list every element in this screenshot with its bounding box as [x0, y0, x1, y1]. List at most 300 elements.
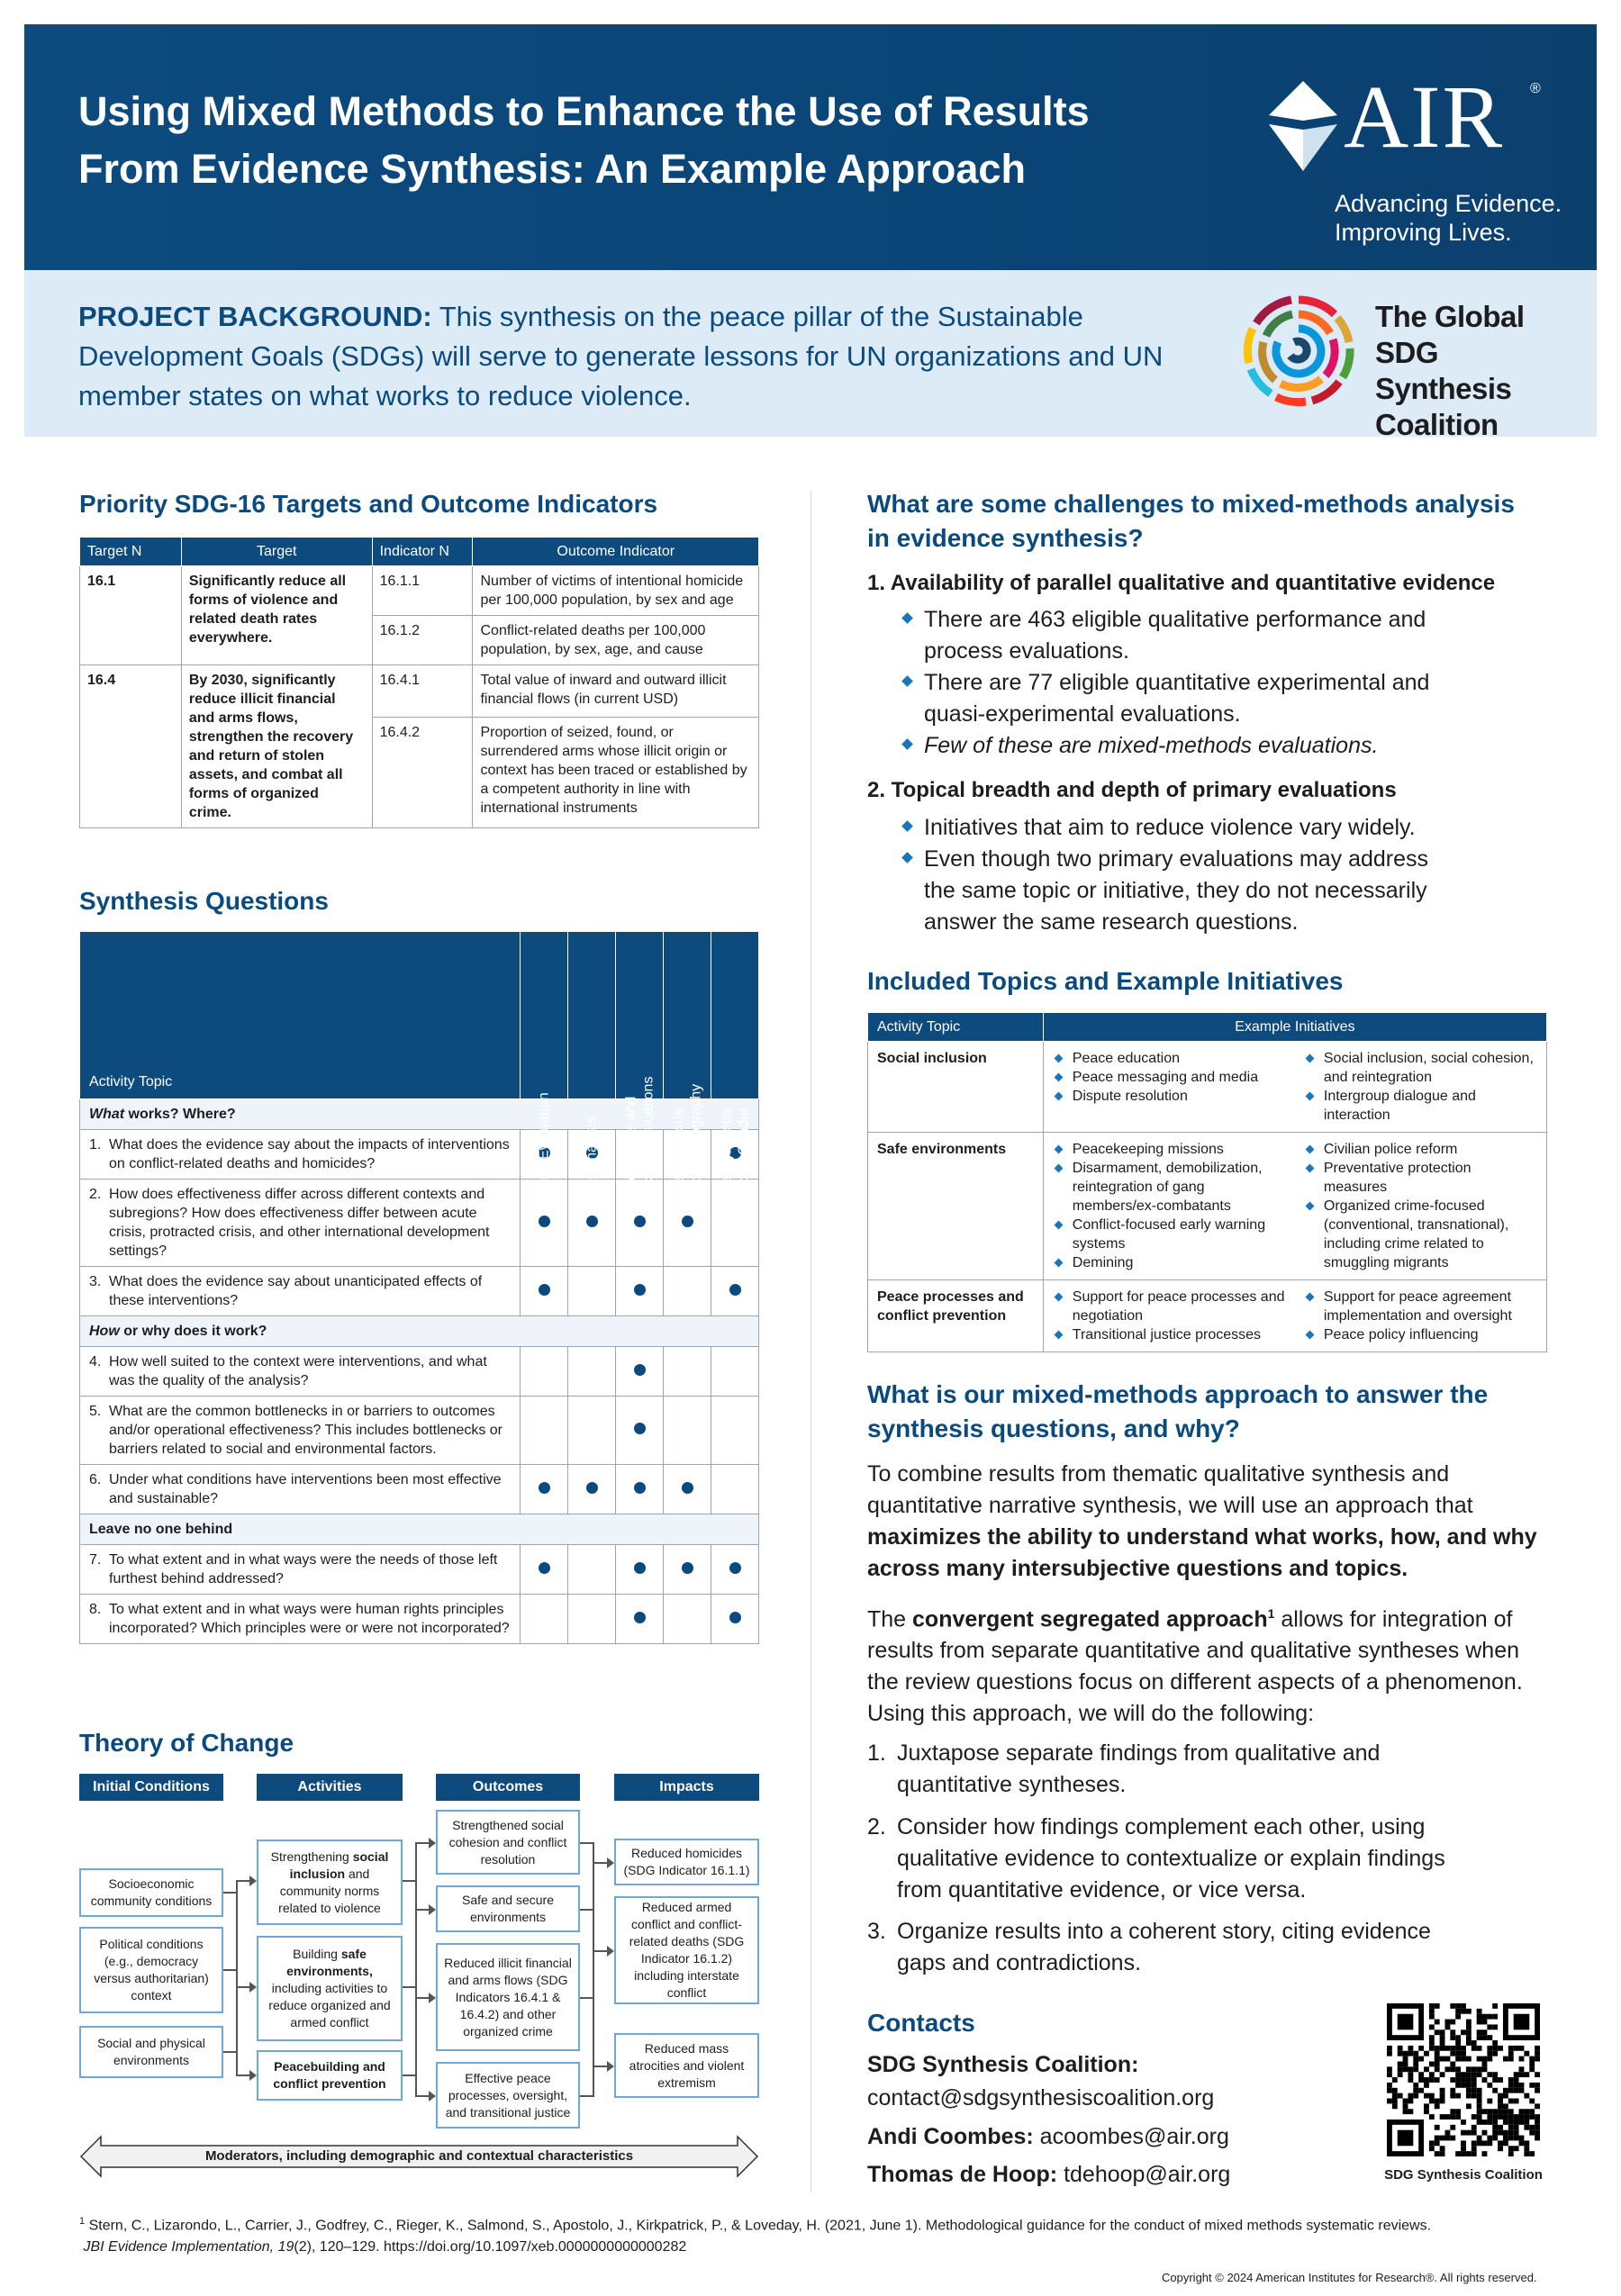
dot-mark-icon	[539, 1562, 550, 1574]
qr-module	[1503, 2093, 1508, 2099]
question-number: 5.	[89, 1404, 102, 1419]
qr-module	[1498, 2093, 1503, 2099]
air-logo	[1267, 65, 1573, 245]
qr-module	[1477, 2056, 1482, 2062]
bullet-text: There are 77 eligible quantitative experimental and	[924, 670, 1430, 695]
qr-module	[1435, 2056, 1440, 2062]
connector	[236, 1880, 238, 2076]
section-title-emphasis: What	[89, 1107, 125, 1122]
list-item: Dispute resolution	[1053, 1087, 1286, 1106]
qr-module	[1482, 2130, 1488, 2136]
mark-cell	[568, 1267, 616, 1316]
step-text: Juxtapose separate findings from qualitative and	[897, 1740, 1381, 1766]
qr-module	[1413, 2093, 1418, 2099]
qr-module	[1429, 2009, 1435, 2014]
qr-module	[1455, 2014, 1461, 2020]
footnote-journal: JBI Evidence Implementation, 19	[83, 2239, 294, 2255]
col-example-initiatives: Example Initiatives	[1043, 1013, 1546, 1042]
list-item: Peace policy influencing	[1304, 1325, 1537, 1344]
col-activity-topic: Activity Topic	[868, 1013, 1044, 1042]
qr-module	[1466, 2024, 1472, 2029]
qr-module	[1455, 2066, 1461, 2072]
challenge-bullet	[903, 730, 1378, 762]
question-row	[80, 1267, 759, 1316]
qr-module	[1477, 2109, 1482, 2114]
step-number: 2.	[867, 1814, 886, 1840]
toc-outcome: Strengthened social cohesion and conflict resolution	[436, 1810, 580, 1875]
qr-module	[1487, 2014, 1492, 2020]
initiatives-list	[1304, 1288, 1537, 1344]
qr-module	[1435, 2003, 1440, 2009]
qr-module	[1524, 2093, 1529, 2099]
qr-module	[1472, 2146, 1477, 2151]
contacts-heading: Contacts	[867, 2009, 975, 2037]
qr-module	[1418, 2046, 1424, 2051]
mark-cell	[664, 1267, 711, 1316]
diamond-bullet-icon	[901, 738, 913, 750]
qr-module	[1535, 2103, 1540, 2109]
qr-module	[1435, 2046, 1440, 2051]
poster-header	[24, 24, 1597, 270]
qr-module	[1482, 2109, 1488, 2114]
qr-module	[1514, 2072, 1519, 2077]
tagline-line-1: Advancing Evidence.	[1335, 190, 1562, 217]
qr-module	[1508, 2114, 1514, 2120]
qr-module	[1461, 2140, 1466, 2146]
approach-bold: maximizes the ability to understand what works, how, and why across many intersubjective questions and topics.	[867, 1524, 1537, 1581]
qr-module	[1535, 2046, 1540, 2051]
activity-text: and community norms related to violence	[278, 1866, 381, 1915]
contact-email-link[interactable]: acoombes@air.org	[1039, 2124, 1229, 2149]
qr-module	[1440, 2093, 1445, 2099]
qr-module	[1472, 2046, 1477, 2051]
qr-module	[1455, 2046, 1461, 2051]
qr-module	[1487, 2035, 1492, 2040]
list-item: Intergroup dialogue and interaction	[1304, 1087, 1537, 1125]
qr-module	[1403, 2056, 1408, 2062]
mark-cell	[521, 1595, 568, 1644]
qr-module	[1492, 2088, 1498, 2093]
qr-module	[1435, 2136, 1440, 2141]
qr-module	[1466, 2029, 1472, 2035]
qr-module	[1461, 2130, 1466, 2136]
project-background-band	[24, 270, 1597, 441]
connector	[415, 1997, 429, 1999]
qr-module	[1514, 2130, 1519, 2136]
qr-module	[1444, 2136, 1450, 2141]
approach-text: The	[867, 1606, 913, 1632]
qr-module	[1408, 2046, 1413, 2051]
rotated-label-wrap	[568, 931, 615, 1207]
qr-module	[1524, 2120, 1529, 2125]
qr-module	[1477, 2140, 1482, 2146]
qr-module	[1444, 2056, 1450, 2062]
mark-cell	[711, 1595, 759, 1644]
question-text: What does the evidence say about the impacts of interventions on conflict-related deaths and homicides?	[109, 1137, 510, 1171]
qr-module	[1435, 2151, 1440, 2156]
table-row	[80, 566, 759, 616]
qr-module	[1408, 2066, 1413, 2072]
activity-text: including activities to reduce organized and armed conflict	[268, 1981, 391, 2029]
approach-paragraph-2	[867, 1598, 1552, 1730]
qr-module	[1455, 2009, 1461, 2014]
rotated-label-lines	[622, 1077, 657, 1207]
qr-module	[1444, 2066, 1450, 2072]
qr-module	[1535, 2130, 1540, 2136]
qr-module	[1529, 2066, 1535, 2072]
question-wrap	[89, 1470, 511, 1508]
target-text: Significantly reduce all forms of violence and related death rates everywhere.	[181, 566, 372, 665]
diamond-bullet-icon	[901, 612, 913, 624]
qr-module	[1487, 2056, 1492, 2062]
qr-module	[1487, 2120, 1492, 2125]
qr-module	[1440, 2136, 1445, 2141]
contact-name: Thomas de Hoop:	[867, 2162, 1058, 2187]
col-outcome-indicator: Outcome Indicator	[473, 538, 759, 566]
qr-module	[1477, 2072, 1482, 2077]
qr-module	[1392, 2099, 1398, 2104]
qr-module	[1472, 2077, 1477, 2083]
qr-module	[1424, 2103, 1429, 2109]
qr-module	[1472, 2125, 1477, 2130]
target-number: 16.4	[80, 665, 182, 828]
qr-module	[1450, 2088, 1455, 2093]
mark-cell	[616, 1595, 664, 1644]
rotated-label	[664, 1051, 711, 1218]
qr-module	[1514, 2088, 1519, 2093]
initiatives-list	[1304, 1140, 1537, 1272]
qr-module	[1440, 2072, 1445, 2077]
qr-module	[1435, 2077, 1440, 2083]
qr-module	[1524, 2072, 1529, 2077]
table-row	[868, 1280, 1547, 1352]
coalition-line-1: The Global	[1375, 300, 1525, 333]
rotated-label-line: Performance and	[623, 1096, 639, 1207]
qr-module	[1503, 2109, 1508, 2114]
list-item: Civilian police reform	[1304, 1140, 1537, 1159]
rotated-label	[568, 1051, 616, 1218]
qr-finder-core	[1514, 2014, 1530, 2030]
qr-module	[1492, 2051, 1498, 2056]
qr-module	[1524, 2140, 1529, 2146]
question-text: How well suited to the context were interventions, and what was the quality of the analysis?	[109, 1354, 487, 1388]
arrow-icon	[429, 1904, 436, 1915]
toc-outcome: Safe and secure environments	[436, 1885, 580, 1932]
qr-module	[1529, 2056, 1535, 2062]
qr-module	[1408, 2077, 1413, 2083]
activity-text: Strengthening	[270, 1849, 353, 1864]
qr-module	[1466, 2103, 1472, 2109]
qr-module	[1450, 2066, 1455, 2072]
qr-module	[1487, 2140, 1492, 2146]
toc-impact: Reduced armed conflict and conflict-related deaths (SDG Indicator 16.1.2) including interstate conflict	[614, 1896, 759, 2004]
qr-module	[1482, 2066, 1488, 2072]
contact-org-label: SDG Synthesis Coalition:	[867, 2052, 1139, 2077]
activity-text: Building	[293, 1947, 341, 1961]
qr-module	[1429, 2003, 1435, 2009]
qr-module	[1408, 2109, 1413, 2114]
target-text: By 2030, significantly reduce illicit financial and arms flows, strengthen the recovery and return of stolen assets, and combat all forms of organized crime.	[181, 665, 372, 828]
connector	[415, 2095, 429, 2097]
arrow-icon	[429, 2091, 436, 2102]
qr-module	[1403, 2051, 1408, 2056]
qr-module	[1466, 2066, 1472, 2072]
qr-module	[1514, 2046, 1519, 2051]
qr-module	[1498, 2140, 1503, 2146]
qr-module	[1398, 2051, 1403, 2056]
qr-module	[1503, 2088, 1508, 2093]
qr-module	[1535, 2125, 1540, 2130]
topic-name: Social inclusion	[868, 1042, 1044, 1133]
qr-module	[1477, 2136, 1482, 2141]
qr-module	[1498, 2077, 1503, 2083]
qr-module	[1508, 2056, 1514, 2062]
connector	[223, 2051, 236, 2053]
question-text: How does effectiveness differ across different contexts and subregions? How does effectiveness differ between acute crisis, protracted crisis, and other international development settings?	[109, 1187, 490, 1259]
footnote-ref: 1	[1267, 1606, 1275, 1621]
qr-module	[1519, 2114, 1525, 2120]
qr-module	[1508, 2136, 1514, 2141]
air-tagline	[1335, 189, 1562, 247]
question-cell	[80, 1267, 521, 1316]
list-item: Organized crime-focused (conventional, transnational), including crime related to smuggling migrants	[1304, 1197, 1537, 1272]
synthesis-heading: Synthesis Questions	[79, 887, 329, 915]
qr-module	[1413, 2056, 1418, 2062]
mark-cell	[616, 1545, 664, 1595]
qr-module	[1498, 2103, 1503, 2109]
qr-module	[1492, 2130, 1498, 2136]
qr-module	[1529, 2125, 1535, 2130]
qr-finder-core	[1398, 2014, 1414, 2030]
qr-module	[1429, 2093, 1435, 2099]
connector	[593, 1950, 607, 1952]
qr-module	[1535, 2072, 1540, 2077]
qr-module	[1472, 2093, 1477, 2099]
qr-module	[1503, 2056, 1508, 2062]
footnote	[79, 2210, 1556, 2258]
sdg-coalition-name	[1375, 299, 1573, 443]
qr-module	[1524, 2151, 1529, 2156]
qr-module	[1524, 2146, 1529, 2151]
qr-module	[1487, 2136, 1492, 2141]
list-item: Conflict-focused early warning systems	[1053, 1216, 1286, 1253]
question-cell	[80, 1130, 521, 1180]
air-diamond-icon	[1267, 81, 1339, 171]
qr-module	[1440, 2146, 1445, 2151]
topics-heading: Included Topics and Example Initiatives	[867, 967, 1344, 995]
mark-cell	[711, 1347, 759, 1397]
activity-bold: Peacebuilding and conflict prevention	[273, 2059, 386, 2091]
qr-module	[1477, 2029, 1482, 2035]
arrow-icon	[429, 1838, 436, 1849]
qr-module	[1444, 2020, 1450, 2025]
qr-module	[1408, 2072, 1413, 2077]
section-title-text: or why does it work?	[119, 1324, 267, 1339]
qr-module	[1492, 2014, 1498, 2020]
qr-module	[1466, 2056, 1472, 2062]
qr-module	[1514, 2136, 1519, 2141]
dot-mark-icon	[634, 1364, 646, 1376]
approach-text: To combine results from thematic qualitative synthesis and quantitative narrative synthesis, we will use an approach that	[867, 1461, 1473, 1518]
indicator-text: Conflict-related deaths per 100,000 population, by sex, age, and cause	[473, 616, 759, 665]
qr-module	[1461, 2046, 1466, 2051]
qr-module	[1514, 2146, 1519, 2151]
qr-module	[1440, 2099, 1445, 2104]
project-background-text	[78, 297, 1213, 416]
qr-module	[1413, 2083, 1418, 2088]
contact-org-email-link[interactable]: contact@sdgsynthesiscoalition.org	[867, 2085, 1215, 2111]
contact-email-link[interactable]: tdehoop@air.org	[1064, 2162, 1231, 2187]
question-wrap	[89, 1550, 511, 1588]
qr-module	[1435, 2140, 1440, 2146]
qr-module	[1413, 2066, 1418, 2072]
qr-module	[1461, 2003, 1466, 2009]
step-text: qualitative evidence to contextualize or explain findings	[897, 1846, 1445, 1871]
qr-module	[1461, 2120, 1466, 2125]
qr-module	[1466, 2130, 1472, 2136]
list-item: Demining	[1053, 1253, 1286, 1272]
activity-bold: safe environments,	[286, 1947, 373, 1978]
mark-cell	[521, 1267, 568, 1316]
qr-module	[1450, 2061, 1455, 2066]
qr-module	[1440, 2029, 1445, 2035]
connector	[223, 1969, 236, 1971]
question-cell	[80, 1397, 521, 1465]
qr-module	[1487, 2051, 1492, 2056]
qr-module	[1514, 2120, 1519, 2125]
qr-module	[1503, 2140, 1508, 2146]
qr-module	[1482, 2061, 1488, 2066]
toc-heading: Theory of Change	[79, 1729, 294, 1757]
qr-module	[1398, 2072, 1403, 2077]
project-background-body: This synthesis on the peace pillar of the Sustainable Development Goals (SDGs) will serve to generate lessons for UN organizations and UN member states on what works to reduce violence.	[78, 301, 1164, 411]
step-text: gaps and contradictions.	[897, 1950, 1142, 1975]
qr-module	[1461, 2009, 1466, 2014]
qr-module	[1492, 2125, 1498, 2130]
dot-mark-icon	[634, 1482, 646, 1494]
indicator-number: 16.1.2	[372, 616, 473, 665]
qr-module	[1477, 2093, 1482, 2099]
rotated-label-lines	[584, 1116, 601, 1207]
qr-module	[1444, 2024, 1450, 2029]
qr-module	[1508, 2146, 1514, 2151]
dot-mark-icon	[682, 1562, 693, 1574]
qr-module	[1498, 2114, 1503, 2120]
mark-cell	[616, 1397, 664, 1465]
indicator-number: 16.4.2	[372, 717, 473, 827]
dot-mark-icon	[634, 1612, 646, 1623]
connector	[223, 1892, 236, 1894]
topic-name: Peace processes and conflict prevention	[868, 1280, 1044, 1352]
challenges-heading-line-2: in evidence synthesis?	[867, 524, 1144, 552]
qr-module	[1424, 2051, 1429, 2056]
mark-cell	[521, 1465, 568, 1514]
toc-impact: Reduced mass atrocities and violent extremism	[614, 2033, 759, 2098]
challenges-heading-line-1: What are some challenges to mixed-methods analysis	[867, 490, 1515, 518]
connector	[415, 1909, 429, 1911]
qr-module	[1418, 2088, 1424, 2093]
bullet-text: Even though two primary evaluations may address	[924, 846, 1429, 872]
footnote-text: (2), 120–129. https://doi.org/10.1097/xeb.0000000000000282	[294, 2239, 687, 2255]
approach-step	[867, 1916, 1431, 1979]
question-text: What are the common bottlenecks in or barriers to outcomes and/or operational effectiveness? This includes bottlenecks or barriers related to social and environmental factors.	[109, 1404, 503, 1457]
question-cell	[80, 1595, 521, 1644]
qr-module	[1482, 2035, 1488, 2040]
qr-module	[1487, 2099, 1492, 2104]
indicator-text: Proportion of seized, found, or surrendered arms whose illicit origin or context has been traced or established by a competent authority in line with international instruments	[473, 717, 759, 827]
qr-module	[1535, 2056, 1540, 2062]
qr-finder-core	[1398, 2130, 1414, 2147]
qr-module	[1466, 2040, 1472, 2046]
arrow-icon	[429, 1993, 436, 2003]
qr-module	[1450, 2077, 1455, 2083]
qr-module	[1472, 2114, 1477, 2120]
approach-text: allows for integration of results from separate quantitative and qualitative syntheses when the review questions focus on different aspects of a phenomenon. Using this approach, we will do the following:	[867, 1606, 1523, 1727]
dot-mark-icon	[586, 1482, 598, 1494]
qr-module	[1435, 2103, 1440, 2109]
section-row	[80, 1514, 759, 1545]
qr-module	[1529, 2061, 1535, 2066]
col-synthesis-method	[521, 932, 568, 1207]
bullet-text: There are 463 eligible qualitative performance and	[924, 607, 1426, 632]
mark-cell	[521, 1545, 568, 1595]
qr-module	[1492, 2114, 1498, 2120]
mark-cell	[568, 1595, 616, 1644]
qr-module	[1482, 2056, 1488, 2062]
challenge-title: 1. Availability of parallel qualitative and quantitative evidence	[867, 571, 1496, 595]
question-text: To what extent and in what ways were the needs of those left furthest behind addressed?	[109, 1552, 498, 1586]
qr-module	[1535, 2083, 1540, 2088]
qr-module	[1408, 2099, 1413, 2104]
bullet-text: Few of these are mixed-methods evaluations.	[924, 733, 1379, 758]
qr-module	[1487, 2046, 1492, 2051]
qr-module	[1455, 2114, 1461, 2120]
connector	[593, 2065, 607, 2067]
qr-module	[1429, 2046, 1435, 2051]
rotated-label-lines	[536, 1092, 553, 1207]
qr-module	[1392, 2093, 1398, 2099]
challenge-bullet	[903, 812, 1416, 844]
toc-condition: Political conditions (e.g., democracy versus authoritarian) context	[79, 1927, 223, 2013]
qr-module	[1472, 2151, 1477, 2156]
qr-module	[1450, 2003, 1455, 2009]
connector	[403, 2075, 415, 2076]
bullet-text: process evaluations.	[924, 638, 1129, 664]
qr-module	[1403, 2109, 1408, 2114]
question-number: 8.	[89, 1602, 102, 1617]
qr-module	[1429, 2014, 1435, 2020]
connector	[236, 2075, 249, 2076]
qr-code-icon[interactable]	[1387, 2003, 1540, 2156]
qr-module	[1508, 2046, 1514, 2051]
qr-module	[1466, 2093, 1472, 2099]
qr-module	[1524, 2114, 1529, 2120]
initiatives-cell	[1295, 1133, 1547, 1280]
list-item: Transitional justice processes	[1053, 1325, 1286, 1344]
qr-module	[1408, 2051, 1413, 2056]
qr-module	[1477, 2014, 1482, 2020]
qr-module	[1398, 2061, 1403, 2066]
qr-module	[1461, 2072, 1466, 2077]
qr-module	[1503, 2114, 1508, 2120]
footnote-text: Stern, C., Lizarondo, L., Carrier, J., Godfrey, C., Rieger, K., Salmond, S., Apostolo, J., Kirkpatrick, P., & Loveday, H. (2021, June 1). Methodological guidance for the conduct of mixed methods systematic reviews.	[85, 2218, 1432, 2234]
qr-module	[1514, 2077, 1519, 2083]
qr-module	[1529, 2083, 1535, 2088]
qr-module	[1492, 2136, 1498, 2141]
initiatives-cell	[1295, 1280, 1547, 1352]
qr-module	[1472, 2072, 1477, 2077]
qr-module	[1440, 2088, 1445, 2093]
